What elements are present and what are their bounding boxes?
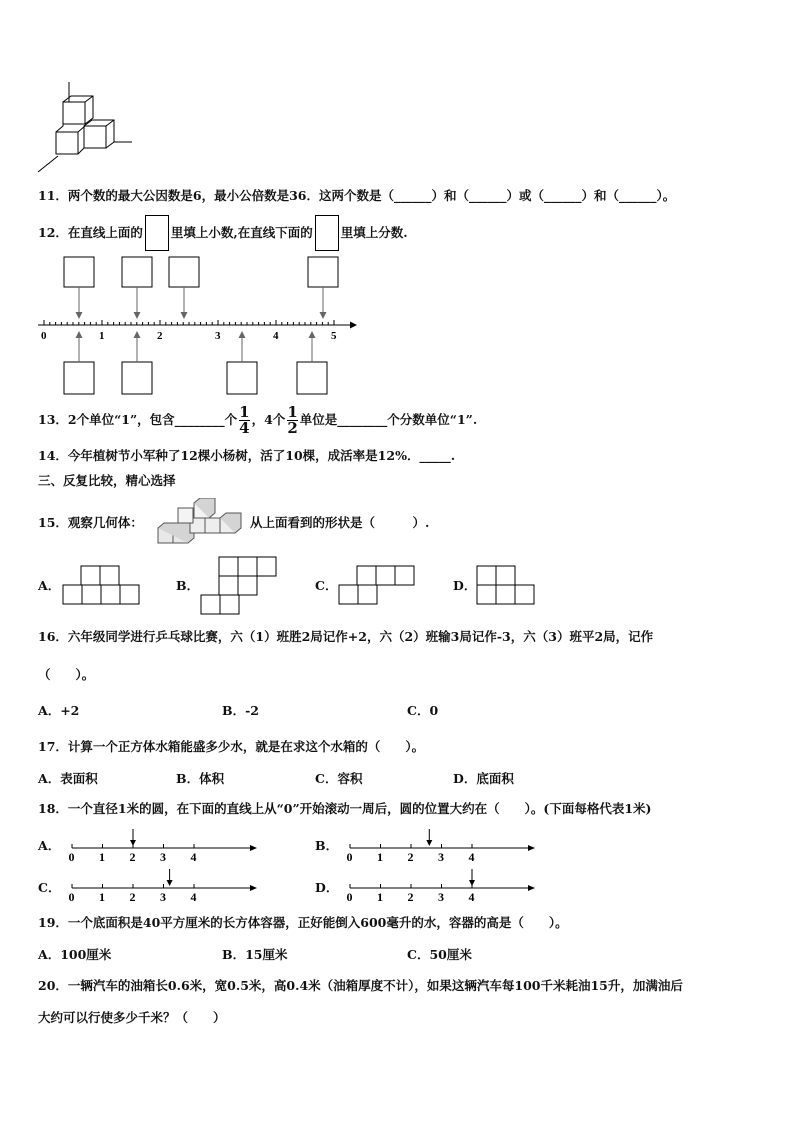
q18-tick-label: 4 [468,850,475,862]
q13-part1: 13．2个单位“1”，包含________个 [38,412,238,427]
q18-option-c-label[interactable]: C． [38,880,61,895]
q18-axis-arrowhead [250,845,257,851]
q18-position-arrowhead [167,880,173,886]
q18-tick-label: 0 [68,890,75,902]
question-19: 19．一个底面积是40平方厘米的长方体容器，正好能倒入600毫升的水，容器的高是（ ）。 [38,915,568,930]
q18-axis-arrowhead [528,885,535,891]
cube-figure-top [36,80,136,175]
q18-option-a-line[interactable] [60,826,260,862]
q15-option-b-label[interactable]: B． [176,578,200,593]
question-16-line1: 16．六年级同学进行乒乓球比赛，六（1）班胜2局记作+2，六（2）班输3局记作-3，六（3）班平2局，记作 [38,629,654,644]
question-20-line2: 大约可以行使多少千米？（ ） [38,1010,226,1025]
q18-tick-label: 2 [407,890,414,902]
q12-number-line [30,252,370,400]
fraction-one-quarter [239,402,250,437]
q15-option-a-grid[interactable] [62,565,142,607]
q18-position-arrowhead [130,840,136,846]
q12-text-c: 里填上分数. [340,225,408,240]
question-20-line1: 20．一辆汽车的油箱长0.6米，宽0.5米，高0.4米（油箱厚度不计），如果这辆汽车每100千米耗油15升，加满油后 [38,978,683,993]
q18-option-a-label[interactable]: A． [38,838,61,853]
q18-option-c-line[interactable] [60,866,260,902]
q15-option-c-label[interactable]: C． [315,578,338,593]
q19-option-b[interactable]: B．15厘米 [222,947,288,962]
fraction-denominator: 2 [287,418,298,437]
q18-tick-label: 1 [377,850,383,862]
q18-tick-label: 3 [160,890,166,902]
q18-position-arrowhead [426,840,432,846]
q18-tick-label: 3 [438,850,444,862]
q15-option-d-label[interactable]: D． [453,578,477,593]
q18-tick-label: 4 [468,890,475,902]
q18-tick-label: 3 [160,850,166,862]
q15-option-d-grid[interactable] [476,565,538,607]
q18-tick-label: 1 [377,890,383,902]
q18-tick-label: 2 [129,850,136,862]
q17-option-a[interactable]: A．表面积 [38,771,98,786]
q18-tick-label: 4 [190,890,197,902]
q18-axis-arrowhead [250,885,257,891]
q18-tick-label: 1 [99,890,105,902]
question-15-text-a: 15．观察几何体： [38,515,143,530]
question-15-text-b: 从上面看到的形状是（ ）. [250,515,430,530]
q18-position-arrowhead [469,880,475,886]
q19-option-a[interactable]: A．100厘米 [38,947,112,962]
fraction-numerator: 1 [239,402,250,421]
q18-tick-label: 0 [346,890,353,902]
q15-solid-figure [154,498,244,550]
q12-tick-label: 5 [331,330,337,342]
q18-tick-label: 4 [190,850,197,862]
q12-text-b: 里填上小数,在直线下面的 [170,225,313,240]
question-17: 17．计算一个正方体水箱能盛多少水，就是在求这个水箱的（ ）。 [38,739,425,754]
section-3-title: 三、反复比较，精心选择 [38,473,176,488]
q17-option-c[interactable]: C．容积 [315,771,363,786]
q12-tick-label: 0 [41,330,47,342]
question-12 [38,215,408,251]
q12-tick-label: 4 [273,330,279,342]
question-13 [38,400,477,440]
q18-option-b-line[interactable] [338,826,538,862]
q13-part3: 单位是________个分数单位“1”. [299,412,478,427]
fraction-one-half [287,402,298,437]
fraction-numerator: 1 [287,402,298,421]
q17-option-b[interactable]: B．体积 [176,771,225,786]
q12-tick-label: 3 [215,330,221,342]
question-16-line2: （ ）。 [38,667,95,682]
q18-option-b-label[interactable]: B． [315,838,339,853]
q18-tick-label: 0 [68,850,75,862]
q17-option-d[interactable]: D．底面积 [453,771,514,786]
q18-tick-label: 1 [99,850,105,862]
q15-option-a-label[interactable]: A． [38,578,61,593]
q18-option-d-label[interactable]: D． [315,880,339,895]
question-18: 18．一个直径1米的圆，在下面的直线上从“0”开始滚动一周后，圆的位置大约在（ ）。(下面每格代表1米) [38,801,652,816]
q18-tick-label: 2 [407,850,414,862]
q13-part2: ，4个 [251,412,286,427]
q19-option-c[interactable]: C．50厘米 [407,947,472,962]
question-14: 14．今年植树节小军种了12棵小杨树，活了10棵，成活率是12%．_____. [38,448,456,463]
q12-answer-box-sample [145,215,169,251]
q16-option-a[interactable]: A．+2 [38,703,80,718]
q16-option-c[interactable]: C．0 [407,703,439,718]
q12-tick-label: 2 [157,330,163,342]
q12-tick-label: 1 [99,330,105,342]
question-11: 11．两个数的最大公因数是6，最小公倍数是36．这两个数是（______）和（______）或（______）和（______）。 [38,188,676,203]
q12-answer-box-sample [315,215,339,251]
q15-option-c-grid[interactable] [338,565,418,607]
q18-tick-label: 0 [346,850,353,862]
q18-option-d-line[interactable] [338,866,538,902]
fraction-denominator: 4 [239,418,250,437]
q18-axis-arrowhead [528,845,535,851]
q15-option-b-grid[interactable] [200,556,280,616]
q18-tick-label: 2 [129,890,136,902]
q16-option-b[interactable]: B．-2 [222,703,259,718]
q18-tick-label: 3 [438,890,444,902]
q12-text-a: 12．在直线上面的 [38,225,143,240]
